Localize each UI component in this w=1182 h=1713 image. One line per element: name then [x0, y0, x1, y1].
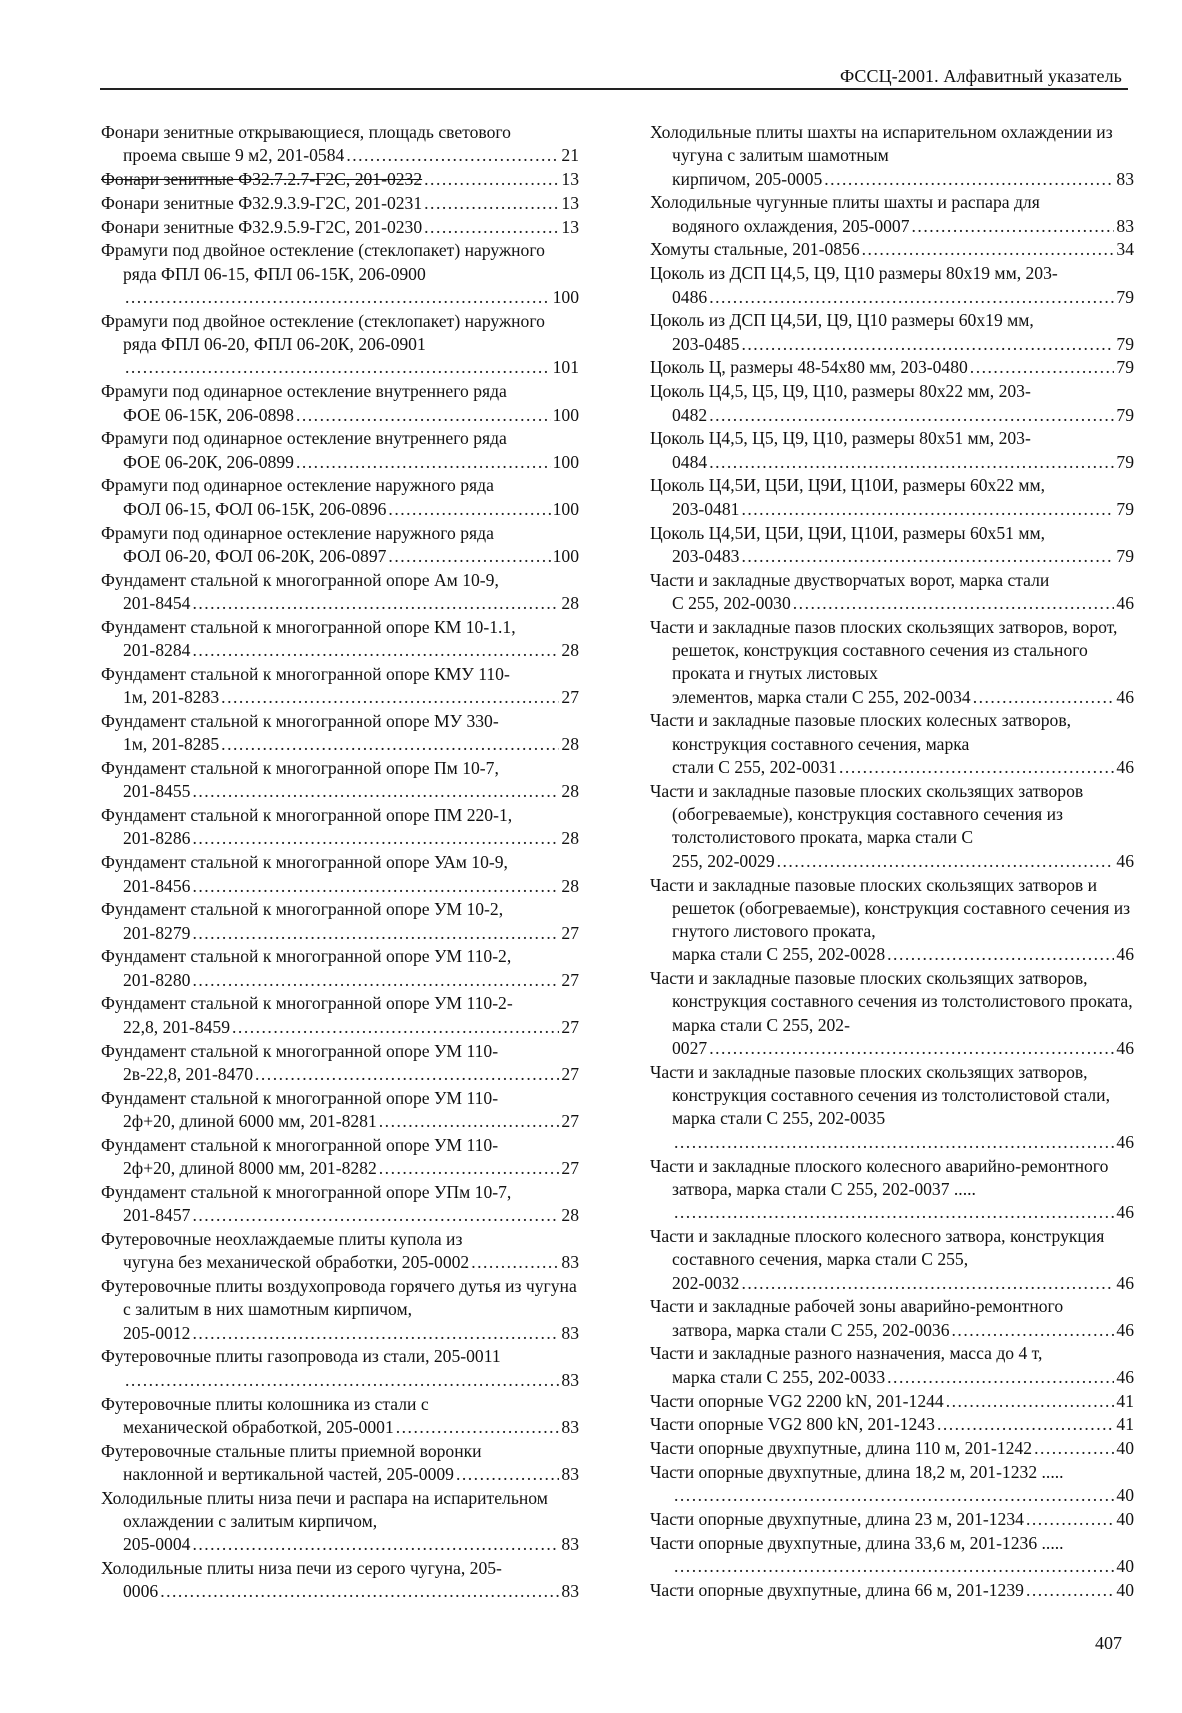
index-entry-page: 83	[561, 1369, 579, 1390]
dot-leader	[741, 545, 1114, 568]
index-entry	[101, 1275, 579, 1345]
index-entry-tail: 201-8284	[123, 640, 191, 661]
index-entry	[101, 1345, 579, 1392]
dot-leader	[456, 1463, 559, 1486]
index-entry-tail: Фонари зенитные Ф32.7.2.7-Г2С, 201-0232	[101, 169, 423, 190]
index-entry-page: 46	[1116, 944, 1134, 965]
index-entry-tail: чугуна без механической обработки, 205-0002	[123, 1252, 470, 1273]
index-entry-page: 83	[1116, 215, 1134, 236]
dot-leader	[973, 686, 1115, 709]
index-entry-page: 27	[561, 1016, 579, 1037]
index-entry-text: Фундамент стальной к многогранной опоре УМ 110-	[101, 1087, 499, 1108]
dot-leader	[887, 943, 1114, 966]
index-entry	[101, 992, 579, 1039]
index-entry-tail: Части опорные VG2 2200 kN, 201-1244	[650, 1390, 944, 1411]
dot-leader	[709, 1037, 1114, 1060]
index-entry-tail: 22,8, 201-8459	[123, 1016, 231, 1037]
index-entry	[650, 380, 1134, 427]
index-entry-text: Фундамент стальной к многогранной опоре ПМ 220-1,	[101, 805, 513, 826]
dot-leader	[221, 733, 559, 756]
index-entry-page: 46	[1116, 1319, 1134, 1340]
index-entry-page: 28	[561, 781, 579, 802]
dot-leader	[424, 192, 559, 215]
index-entry-page: 34	[1116, 239, 1134, 260]
dot-leader	[192, 875, 559, 898]
dot-leader	[937, 1413, 1114, 1436]
index-entry-text: Фундамент стальной к многогранной опоре УМ 110-2-	[101, 993, 513, 1014]
index-entry-page: 27	[561, 687, 579, 708]
index-entry-page: 79	[1116, 286, 1134, 307]
index-entry-page: 40	[1116, 1579, 1134, 1600]
index-entry	[650, 1532, 1134, 1579]
index-entry	[650, 1461, 1134, 1508]
index-entry-page: 27	[561, 1063, 579, 1084]
index-entry	[650, 1061, 1134, 1154]
index-entry-tail: Хомуты стальные, 201-0856	[650, 239, 860, 260]
index-column-left	[101, 121, 579, 1604]
index-entry-text: Фундамент стальной к многогранной опоре УМ 110-	[101, 1134, 499, 1155]
index-entry	[101, 663, 579, 710]
index-entry	[101, 1134, 579, 1181]
index-entry-tail: затвора, марка стали С 255, 202-0036	[672, 1319, 950, 1340]
index-entry-tail: 205-0012	[123, 1322, 191, 1343]
dot-leader	[887, 1366, 1114, 1389]
dot-leader	[192, 639, 559, 662]
index-entry	[101, 427, 579, 474]
dot-leader	[709, 286, 1114, 309]
index-entry-text: Части и закладные плоского колесного аварийно-ремонтного затвора, марка стали С 255, 202-0037 .....	[650, 1155, 1109, 1199]
dot-leader	[777, 850, 1115, 873]
index-entry	[101, 945, 579, 992]
index-entry-tail: 2ф+20, длиной 6000 мм, 201-8281	[123, 1110, 377, 1131]
index-entry	[101, 1040, 579, 1087]
index-entry-text: Футеровочные неохлаждаемые плиты купола из	[101, 1228, 463, 1249]
index-entry-tail: Части опорные VG2 800 kN, 201-1243	[650, 1414, 935, 1435]
index-entry-text: Цоколь Ц4,5И, Ц5И, Ц9И, Ц10И, размеры 60х22 мм,	[650, 475, 1046, 496]
index-entry-tail: 203-0481	[672, 498, 740, 519]
index-entry-text: Футеровочные плиты газопровода из стали, 205-0011	[101, 1346, 501, 1367]
index-entry-text: Футеровочные плиты воздухопровода горячего дутья из чугуна с залитым в них шамотным кирпичом,	[101, 1276, 577, 1320]
index-entry	[101, 168, 579, 191]
index-entry	[650, 709, 1134, 779]
index-entry-tail: ФОЛ 06-20, ФОЛ 06-20К, 206-0897	[123, 545, 387, 566]
dot-leader	[192, 1533, 559, 1556]
index-entry-page: 79	[1116, 404, 1134, 425]
index-entry-page: 46	[1116, 1131, 1134, 1152]
dot-leader	[232, 1016, 559, 1039]
dot-leader	[946, 1390, 1115, 1413]
index-entry-tail: 0027	[672, 1038, 708, 1059]
index-entry-text: Части опорные двухпутные, длина 18,2 м, 201-1232 .....	[650, 1461, 1064, 1482]
index-entry-text: Футеровочные плиты колошника из стали с	[101, 1393, 429, 1414]
index-entry	[650, 1437, 1134, 1460]
index-entry-text: Фундамент стальной к многогранной опоре Пм 10-7,	[101, 758, 499, 779]
index-entry	[650, 874, 1134, 967]
index-entry-text: Фрамуги под двойное остекление (стеклопакет) наружного ряда ФПЛ 06-20, ФПЛ 06-20К, 206-0901	[101, 310, 545, 355]
dot-leader	[192, 1204, 559, 1227]
index-entry-text: Части и закладные пазовые плоских скользящих затворов и решеток (обогреваемые), конструкция составного сечения из гнутого листового проката,	[650, 874, 1131, 942]
dot-leader	[741, 1272, 1114, 1295]
index-entry	[650, 356, 1134, 379]
index-entry-page: 28	[561, 734, 579, 755]
index-entry-tail: 201-8279	[123, 922, 191, 943]
index-entry-page: 83	[561, 1322, 579, 1343]
index-entry-page: 40	[1116, 1509, 1134, 1530]
index-entry-text: Цоколь из ДСП Ц4,5, Ц9, Ц10 размеры 80х19 мм, 203-	[650, 263, 1058, 284]
index-entry	[650, 967, 1134, 1060]
dot-leader	[192, 1322, 559, 1345]
index-entry-text: Части и закладные пазов плоских скользящих затворов, ворот, решеток, конструкция составного сечения из стального проката и гнутых листовых	[650, 616, 1118, 684]
index-entry-text: Части и закладные рабочей зоны аварийно-ремонтного	[650, 1296, 1064, 1317]
index-entry-page: 100	[552, 287, 579, 308]
index-entry-tail: 0484	[672, 451, 708, 472]
index-entry-tail: механической обработкой, 205-0001	[123, 1416, 394, 1437]
dot-leader	[296, 404, 551, 427]
dot-leader	[709, 404, 1114, 427]
dot-leader	[1034, 1437, 1114, 1460]
index-entry-page: 28	[561, 1205, 579, 1226]
dot-leader	[674, 1131, 1114, 1154]
index-entry-page: 83	[561, 1416, 579, 1437]
index-entry-text: Фрамуги под одинарное остекление наружного ряда	[101, 522, 494, 543]
index-entry	[650, 1225, 1134, 1295]
index-entry-text: Цоколь Ц4,5, Ц5, Ц9, Ц10, размеры 80х51 мм, 203-	[650, 428, 1031, 449]
index-entry	[101, 1087, 579, 1134]
dot-leader	[674, 1555, 1114, 1578]
dot-leader	[192, 969, 559, 992]
index-entry-tail: ФОЕ 06-20К, 206-0899	[123, 451, 294, 472]
index-entry	[650, 427, 1134, 474]
index-entry-tail: С 255, 202-0030	[672, 592, 791, 613]
dot-leader	[125, 1369, 559, 1392]
index-entry-tail: проема свыше 9 м2, 201-0584	[123, 145, 345, 166]
index-entry-text: Цоколь Ц4,5, Ц5, Ц9, Ц10, размеры 80х22 мм, 203-	[650, 381, 1031, 402]
index-entry-page: 100	[552, 451, 579, 472]
dot-leader	[160, 1580, 559, 1603]
index-entry-tail: 0006	[123, 1581, 159, 1602]
index-entry-text: Холодильные плиты низа печи и распара на испарительном охлаждении с залитым кирпичом,	[101, 1487, 548, 1532]
index-entry-page: 27	[561, 969, 579, 990]
index-entry	[101, 757, 579, 804]
index-entry	[101, 380, 579, 427]
index-entry-page: 41	[1116, 1414, 1134, 1435]
index-entry-tail: Фонари зенитные Ф32.9.3.9-Г2С, 201-0231	[101, 192, 423, 213]
index-entry	[101, 1557, 579, 1604]
dot-leader	[839, 756, 1114, 779]
index-entry-page: 41	[1116, 1390, 1134, 1411]
index-entry-page: 100	[552, 404, 579, 425]
index-entry	[101, 804, 579, 851]
index-entry-page: 40	[1116, 1485, 1134, 1506]
index-entry	[650, 474, 1134, 521]
index-entry-page: 79	[1116, 545, 1134, 566]
index-entry-text: Части и закладные разного назначения, масса до 4 т,	[650, 1343, 1043, 1364]
index-entry-text: Фундамент стальной к многогранной опоре УАм 10-9,	[101, 852, 508, 873]
dot-leader	[192, 780, 559, 803]
index-entry-text: Фундамент стальной к многогранной опоре Ам 10-9,	[101, 569, 499, 590]
index-entry	[101, 1228, 579, 1275]
index-entry-page: 79	[1116, 451, 1134, 472]
index-entry	[650, 1295, 1134, 1342]
index-entry-text: Фрамуги под двойное остекление (стеклопакет) наружного ряда ФПЛ 06-15, ФПЛ 06-15К, 206-0900	[101, 240, 545, 284]
index-entry	[101, 898, 579, 945]
index-entry-page: 21	[561, 145, 579, 166]
index-entry	[101, 616, 579, 663]
dot-leader	[424, 168, 559, 191]
index-entry-page: 13	[561, 192, 579, 213]
index-entry-tail: марка стали С 255, 202-0028	[672, 944, 886, 965]
index-entry-page: 13	[561, 169, 579, 190]
index-entry-page: 40	[1116, 1438, 1134, 1459]
index-entry-text: Фундамент стальной к многогранной опоре УМ 10-2,	[101, 899, 504, 920]
dot-leader	[221, 686, 559, 709]
index-entry	[650, 238, 1134, 261]
index-entry-page: 46	[1116, 757, 1134, 778]
dot-leader	[192, 922, 559, 945]
dot-leader	[255, 1063, 559, 1086]
index-entry-text: Части и закладные двустворчатых ворот, марка стали	[650, 569, 1050, 590]
index-entry-page: 83	[561, 1534, 579, 1555]
index-entry-page: 27	[561, 1158, 579, 1179]
index-entry-text: Фундамент стальной к многогранной опоре УМ 110-2,	[101, 946, 512, 967]
dot-leader	[471, 1251, 559, 1274]
index-entry	[650, 522, 1134, 569]
index-entry-text: Фундамент стальной к многогранной опоре МУ 330-	[101, 710, 499, 731]
index-entry-tail: 1м, 201-8283	[123, 687, 220, 708]
dot-leader	[192, 827, 559, 850]
dot-leader	[1026, 1579, 1114, 1602]
dot-leader	[824, 168, 1114, 191]
dot-leader	[424, 216, 559, 239]
dot-leader	[125, 356, 551, 379]
index-entry	[101, 569, 579, 616]
index-entry-tail: 255, 202-0029	[672, 850, 775, 871]
index-entry-text: Части и закладные пазовые плоских скользящих затворов (обогреваемые), конструкция составного сечения из толстолистового проката, марка стали С	[650, 780, 1084, 848]
index-entry	[101, 192, 579, 215]
index-entry-tail: 203-0485	[672, 333, 740, 354]
index-entry-text: Фундамент стальной к многогранной опоре УМ 110-	[101, 1040, 499, 1061]
index-entry	[650, 121, 1134, 191]
dot-leader	[674, 1201, 1114, 1224]
index-entry-text: Фонари зенитные открывающиеся, площадь светового	[101, 122, 511, 142]
index-entry-page: 46	[1116, 1272, 1134, 1293]
index-entry-page: 28	[561, 875, 579, 896]
dot-leader	[192, 592, 559, 615]
index-entry	[101, 1393, 579, 1440]
index-entry-tail: 201-8280	[123, 969, 191, 990]
index-entry-tail: 202-0032	[672, 1272, 740, 1293]
index-entry	[101, 522, 579, 569]
index-entry	[650, 1579, 1134, 1602]
index-entry-text: Части и закладные плоского колесного затвора, конструкция составного сечения, марка стали С 255,	[650, 1225, 1105, 1270]
index-entry-page: 40	[1116, 1556, 1134, 1577]
index-entry-page: 83	[561, 1463, 579, 1484]
index-entry-text: Цоколь из ДСП Ц4,5И, Ц9, Ц10 размеры 60х19 мм,	[650, 310, 1034, 331]
index-entry-text: Фундамент стальной к многогранной опоре КМ 10-1.1,	[101, 616, 516, 637]
index-entry	[650, 1342, 1134, 1389]
index-entry-tail: 201-8456	[123, 875, 191, 896]
index-entry-tail: 201-8454	[123, 592, 191, 613]
index-entry	[650, 616, 1134, 709]
index-entry-page: 46	[1116, 592, 1134, 613]
index-entry	[101, 310, 579, 380]
index-entry-page: 27	[561, 1110, 579, 1131]
index-entry-tail: 2в-22,8, 201-8470	[123, 1063, 253, 1084]
index-entry	[650, 780, 1134, 873]
index-entry-text: Части и закладные пазовые плоских колесных затворов, конструкция составного сечения, марка	[650, 710, 1072, 754]
index-entry-tail: элементов, марка стали С 255, 202-0034	[672, 686, 971, 707]
index-entry-text: Части и закладные пазовые плоских скользящих затворов, конструкция составного сечения из толстолистового проката, марка стали С 255, 202-	[650, 968, 1133, 1035]
index-entry-text: Фрамуги под одинарное остекление внутреннего ряда	[101, 381, 507, 402]
dot-leader	[379, 1110, 560, 1133]
dot-leader	[793, 592, 1115, 615]
dot-leader	[741, 333, 1114, 356]
dot-leader	[862, 238, 1115, 261]
dot-leader	[952, 1319, 1115, 1342]
dot-leader	[741, 498, 1114, 521]
index-entry-text: Цоколь Ц4,5И, Ц5И, Ц9И, Ц10И, размеры 60х51 мм,	[650, 522, 1046, 543]
index-column-right	[650, 121, 1134, 1603]
index-entry	[650, 1155, 1134, 1225]
index-entry-tail: наклонной и вертикальной частей, 205-0009	[123, 1463, 454, 1484]
index-entry-page: 28	[561, 592, 579, 613]
index-entry-text: Фрамуги под одинарное остекление наружного ряда	[101, 475, 494, 496]
index-entry-tail: 201-8286	[123, 828, 191, 849]
index-entry-page: 46	[1116, 1038, 1134, 1059]
index-entry-text: Холодильные плиты шахты на испарительном охлаждении из чугуна с залитым шамотным	[650, 122, 1113, 166]
page-number: 407	[1095, 1633, 1122, 1653]
index-entry	[101, 1440, 579, 1487]
dot-leader	[709, 451, 1114, 474]
index-entry-tail: Фонари зенитные Ф32.9.5.9-Г2С, 201-0230	[101, 216, 423, 237]
header-title: ФССЦ-2001. Алфавитный указатель	[840, 66, 1122, 86]
index-entry-page: 46	[1116, 686, 1134, 707]
index-entry-page: 46	[1116, 850, 1134, 871]
dot-leader	[396, 1416, 560, 1439]
index-entry-text: Холодильные плиты низа печи из серого чугуна, 205-	[101, 1558, 502, 1579]
index-entry	[650, 262, 1134, 309]
index-entry	[650, 1508, 1134, 1531]
index-entry-tail: ФОЛ 06-15, ФОЛ 06-15К, 206-0896	[123, 498, 387, 519]
index-entry-page: 28	[561, 828, 579, 849]
index-entry-text: Фрамуги под одинарное остекление внутреннего ряда	[101, 428, 507, 449]
index-entry	[101, 710, 579, 757]
index-entry	[650, 1390, 1134, 1413]
dot-leader	[970, 356, 1115, 379]
index-entry-tail: Цоколь Ц, размеры 48-54х80 мм, 203-0480	[650, 357, 968, 378]
index-entry-page: 100	[552, 545, 579, 566]
index-entry	[101, 216, 579, 239]
dot-leader	[388, 545, 550, 568]
dot-leader	[125, 286, 551, 309]
dot-leader	[674, 1484, 1114, 1507]
index-entry-tail: ФОЕ 06-15К, 206-0898	[123, 404, 294, 425]
index-entry-text: Фундамент стальной к многогранной опоре УПм 10-7,	[101, 1181, 512, 1202]
index-entry	[101, 121, 579, 168]
header-rule	[100, 88, 1128, 90]
index-entry-tail: стали С 255, 202-0031	[672, 757, 838, 778]
index-entry-page: 101	[552, 357, 579, 378]
index-entry-tail: Части опорные двухпутные, длина 23 м, 201-1234	[650, 1509, 1024, 1530]
dot-leader	[379, 1157, 560, 1180]
index-entry-tail: 1м, 201-8285	[123, 734, 220, 755]
dot-leader	[346, 144, 559, 167]
index-entry-text: Футеровочные стальные плиты приемной воронки	[101, 1440, 482, 1461]
index-entry	[650, 1413, 1134, 1436]
index-entry-page: 79	[1116, 357, 1134, 378]
index-entry-page: 83	[1116, 168, 1134, 189]
index-entry-tail: Части опорные двухпутные, длина 66 м, 201-1239	[650, 1579, 1024, 1600]
index-entry	[101, 851, 579, 898]
index-entry-text: Части и закладные пазовые плоских скользящих затворов, конструкция составного сечения из толстолистовой стали, марка стали С 255, 202-0035	[650, 1061, 1110, 1129]
index-entry-tail: 203-0483	[672, 545, 740, 566]
index-entry-text: Фундамент стальной к многогранной опоре КМУ 110-	[101, 663, 510, 684]
index-entry-tail: 2ф+20, длиной 8000 мм, 201-8282	[123, 1158, 377, 1179]
index-entry-page: 83	[561, 1252, 579, 1273]
dot-leader	[1026, 1508, 1114, 1531]
index-entry-tail: Части опорные двухпутные, длина 110 м, 201-1242	[650, 1438, 1033, 1459]
dot-leader	[296, 451, 551, 474]
dot-leader	[388, 498, 550, 521]
index-entry-page: 79	[1116, 333, 1134, 354]
index-entry	[650, 569, 1134, 616]
index-entry-tail: 205-0004	[123, 1534, 191, 1555]
index-entry-page: 100	[552, 498, 579, 519]
index-entry-tail: водяного охлаждения, 205-0007	[672, 215, 910, 236]
index-entry-tail: 201-8457	[123, 1205, 191, 1226]
index-entry-page: 46	[1116, 1202, 1134, 1223]
index-entry-tail: 0486	[672, 286, 708, 307]
index-entry-page: 46	[1116, 1366, 1134, 1387]
index-entry-text: Части опорные двухпутные, длина 33,6 м, 201-1236 .....	[650, 1532, 1064, 1553]
index-entry-page: 27	[561, 922, 579, 943]
index-entry	[650, 191, 1134, 238]
index-entry-text: Холодильные чугунные плиты шахты и распара для	[650, 192, 1040, 213]
index-entry-tail: марка стали С 255, 202-0033	[672, 1366, 886, 1387]
dot-leader	[912, 215, 1115, 238]
index-entry	[101, 1487, 579, 1557]
index-entry	[101, 1181, 579, 1228]
index-entry	[650, 309, 1134, 356]
index-entry-page: 28	[561, 640, 579, 661]
index-entry-tail: кирпичом, 205-0005	[672, 168, 823, 189]
index-entry-page: 13	[561, 216, 579, 237]
index-entry-page: 83	[561, 1581, 579, 1602]
index-entry	[101, 474, 579, 521]
index-entry	[101, 239, 579, 309]
index-entry-tail: 0482	[672, 404, 708, 425]
index-entry-tail: 201-8455	[123, 781, 191, 802]
index-entry-page: 79	[1116, 498, 1134, 519]
